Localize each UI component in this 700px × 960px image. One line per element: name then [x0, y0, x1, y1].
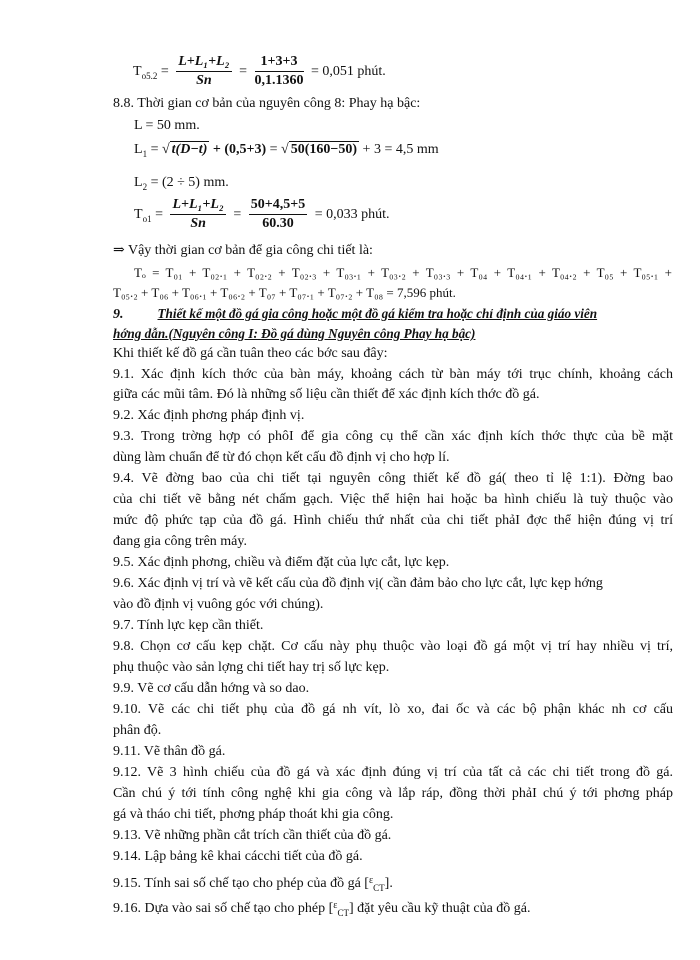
- step-line: 9.7. Tính lực kẹp cần thiết.: [113, 618, 264, 633]
- total-intro: [113, 242, 373, 260]
- step-text-end: ].: [384, 876, 393, 891]
- section-8-8-title: 8.8. Thời gian cơ bản của nguyên công 8: Phay hạ bậc:: [113, 96, 421, 111]
- step-line-16: [113, 897, 531, 922]
- total-formula-line-1: Tₒ = T₀₁ + T₀₂.₁ + T₀₂.₂ + T₀₂.₃ + T₀₃.₁ + T₀₃.₂ + T₀₃.₃ + T₀₄ + T₀₄.₁ + T₀₄.₂ + T₀₅ + T₀₅.₁ +: [134, 265, 672, 280]
- section-number: 9.: [113, 307, 124, 322]
- formula-label-sub: o5.2: [141, 70, 158, 81]
- fraction-denominator: 0,1.1360: [254, 73, 304, 89]
- step-line: phụ thuộc vào sản lợng chi tiết hay trị số lực kẹp.: [113, 660, 390, 675]
- step-line-15: [113, 872, 393, 897]
- formula-label-sub: o1: [142, 213, 152, 224]
- fraction-1: [176, 53, 231, 90]
- equals-sign: =: [147, 142, 162, 157]
- epsilon-subscript: CT: [337, 907, 349, 918]
- length-L: L = 50 mm.: [134, 118, 200, 133]
- fraction-numerator: L+L₁+L₂: [170, 196, 225, 215]
- equals-sign: =: [160, 64, 169, 79]
- formula-label: L: [134, 175, 143, 190]
- step-line: Cần chú ý tới tính công nghệ khi gia công và lắp ráp, đồng thời phảI chú ý tới phơng pháp: [113, 786, 673, 801]
- step-text: 9.15. Tính sai số chế tạo cho phép của đồ gá [: [113, 876, 369, 891]
- total-formula-line-2: T₀₅.₂ + T₀₆ + T₀₆.₁ + T₀₆.₂ + T₀₇ + T₀₇.₁ + T₀₇.₂ + T₀₈ = 7,596 phút.: [113, 285, 456, 300]
- formula-t01: [134, 195, 390, 239]
- fraction-2: [255, 53, 304, 90]
- formula-label-sub: 2: [142, 181, 148, 192]
- formula-result: = 0,051 phút.: [311, 64, 386, 79]
- step-line: 9.13. Vẽ những phần cắt trích cần thiết của đồ gá.: [113, 828, 392, 843]
- step-line: đang gia công trên máy.: [113, 534, 247, 549]
- step-line: dùng làm chuẩn để từ đó chọn kết cấu đồ định vị cho hợp lí.: [113, 450, 450, 465]
- sqrt-1: √ t(D−t): [161, 142, 208, 157]
- epsilon-subscript: CT: [373, 882, 385, 893]
- equals-sign: =: [239, 64, 247, 79]
- formula-result: = 0,033 phút.: [314, 207, 390, 222]
- step-line: 9.11. Vẽ thân đồ gá.: [113, 744, 226, 759]
- formula-label: T: [134, 207, 143, 222]
- step-line: 9.12. Vẽ 3 hình chiếu của đồ gá và xác định đúng vị trí của tất cả các chi tiết trong đồ gá.: [113, 765, 673, 780]
- fraction-numerator: L+L₁+L₂: [176, 53, 231, 72]
- section-9-intro: Khi thiết kế đồ gá cần tuân theo các bớc sau đây:: [113, 346, 388, 361]
- implies-arrow-icon: ⇒: [113, 243, 125, 258]
- step-line: 9.1. Xác định kích thớc của bàn máy, khoảng cách từ bàn máy tới trục chính, khoảng cách: [113, 367, 673, 382]
- formula-result: + 3 = 4,5 mm: [359, 142, 439, 157]
- equals-sign: =: [266, 142, 282, 157]
- formula-value: = (2 ÷ 5) mm.: [147, 175, 229, 190]
- step-line: 9.2. Xác định phơng pháp định vị.: [113, 408, 305, 423]
- epsilon-symbol: ε: [368, 875, 374, 886]
- step-line: 9.8. Chọn cơ cấu kẹp chặt. Cơ cấu này phụ thuộc vào loại đồ gá một vị trí hay nhiều vị trí,: [113, 639, 673, 654]
- step-line: 9.14. Lập bảng kê khai cácchi tiết của đồ gá.: [113, 849, 363, 864]
- sqrt-radicand: 50(160−50): [290, 142, 358, 157]
- fraction-2: [249, 196, 307, 233]
- section-heading: Thiết kế một đồ gá gia công hoặc một đồ gá kiểm tra hoặc chỉ định của giáo viên: [157, 306, 598, 321]
- formula-t05-2: [133, 52, 386, 96]
- formula-L1: [134, 141, 439, 163]
- total-intro-text: Vậy thời gian cơ bản để gia công chi tiết là:: [124, 243, 373, 258]
- formula-label-sub: 1: [142, 148, 148, 159]
- step-text-end: ] đặt yêu cầu kỹ thuật của đồ gá.: [348, 901, 531, 916]
- equals-sign: =: [233, 207, 242, 222]
- step-line: gá và tháo chi tiết, phơng pháp thoát khi gia công.: [113, 807, 394, 822]
- step-line: giữa các mũi tâm. Đó là những số liệu cần thiết để xác định kích thớc đồ gá.: [113, 387, 540, 402]
- step-line: 9.9. Vẽ cơ cấu dẫn hớng và so dao.: [113, 681, 310, 696]
- formula-label: L: [134, 142, 143, 157]
- step-line: 9.10. Vẽ các chi tiết phụ của đồ gá nh vít, lò xo, đai ốc và các bộ phận khác nh cơ cấu: [113, 702, 673, 717]
- fraction-1: [170, 196, 225, 233]
- step-text: 9.16. Dựa vào sai số chế tạo cho phép [: [113, 901, 334, 916]
- fraction-denominator: Sn: [196, 73, 212, 89]
- step-line: 9.4. Vẽ đờng bao của chi tiết tại nguyên công thiết kế đồ gá( theo tỉ lệ 1:1). Đờng bao: [113, 471, 673, 486]
- step-line: vào đồ định vị vuông góc với chúng).: [113, 597, 324, 612]
- fraction-numerator: 50+4,5+5: [249, 196, 307, 215]
- step-line: 9.6. Xác định vị trí và vẽ kết cấu của đồ định vị( cần đảm bảo cho lực cắt, lực kẹp hớng: [113, 576, 603, 591]
- fraction-denominator: Sn: [190, 216, 206, 232]
- section-9-heading-line-1: [113, 305, 597, 324]
- formula-part: + (0,5+3): [209, 142, 267, 157]
- epsilon-symbol: ε: [333, 900, 338, 911]
- step-line: phân độ.: [113, 723, 162, 738]
- step-line: mức độ phức tạp của đồ gá. Hình chiếu thứ nhất của chi tiết phảI đợc thể hiện đúng vị trí: [113, 513, 673, 528]
- sqrt-2: √ 50(160−50): [281, 142, 358, 157]
- fraction-numerator: 1+3+3: [255, 53, 304, 72]
- section-9-heading-line-2: hớng dẫn.(Nguyên công I: Đồ gá dùng Nguyên công Phay hạ bậc): [113, 326, 476, 341]
- step-line: 9.5. Xác định phơng, chiều và điểm đặt của lực cắt, lực kẹp.: [113, 555, 450, 570]
- length-L2: [134, 174, 229, 196]
- sqrt-radicand: t(D−t): [171, 142, 208, 157]
- step-line: của chi tiết vẽ bằng nét chấm gạch. Việc thể hiện hai hoặc ba hình chiếu là tuỳ thuộc vào: [113, 492, 673, 507]
- formula-label: T: [133, 64, 142, 79]
- equals-sign: =: [155, 207, 163, 222]
- fraction-denominator: 60.30: [262, 216, 294, 232]
- step-line: 9.3. Trong trờng hợp có phôI để gia công cụ thể cần xác định kích thớc thực của bề mặt: [113, 429, 673, 444]
